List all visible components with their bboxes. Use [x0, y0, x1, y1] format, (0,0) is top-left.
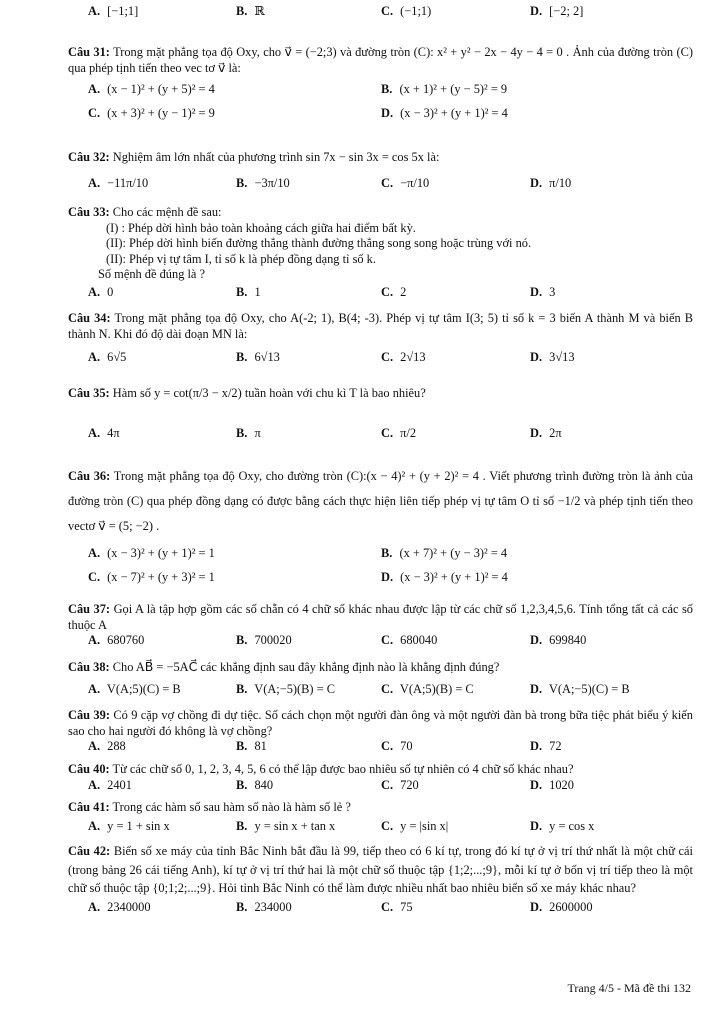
option-c: C. y = |sin x|	[381, 818, 449, 833]
question-label: Câu 34:	[68, 311, 111, 325]
question-40	[68, 762, 693, 798]
option-c: C. 720	[381, 777, 419, 792]
option-b: B. −3π/10	[236, 175, 290, 190]
page-footer: Trang 4/5 - Mã đề thi 132	[567, 981, 691, 995]
option-b: B. π	[236, 425, 261, 440]
question-text: Cho các mệnh đề sau:	[112, 205, 222, 219]
option-a: A. 4π	[88, 425, 120, 440]
option-a: A. V(A;5)(C) = B	[88, 681, 181, 696]
option-d: D. [−2; 2]	[530, 4, 584, 18]
option-b: B. 700020	[236, 633, 292, 647]
option-d: D. 1020	[530, 777, 574, 792]
option-a: A. 0	[88, 284, 114, 299]
question-label: Câu 31:	[68, 45, 110, 59]
question-38	[68, 660, 693, 702]
option-c: C. (x − 7)² + (y + 3)² = 1	[88, 570, 215, 585]
question-39	[68, 708, 693, 759]
question-35	[68, 386, 693, 446]
option-b: B. 6√13	[236, 350, 280, 364]
option-b: B. 1	[236, 284, 261, 299]
question-label: Câu 39:	[68, 708, 110, 722]
question-text: Biển số xe máy của tỉnh Bắc Ninh bắt đầu là 99, tiếp theo có 6 kí tự, trong đó kí tự ở vị trí thứ nhất là một chữ cái (trong bảng 26 cái tiếng Anh), kí tự ở vị trí thứ hai là một chữ số thuộc tập {1;2;...;9}, mỗi kí tự ở bốn vị trí tiếp theo là một chữ số thuộc tập {0;1;2;...;9}. Hỏi tỉnh Bắc Ninh có thể làm được nhiều nhất bao nhiêu biển số xe máy khác nhau?	[68, 844, 693, 896]
question-32	[68, 150, 693, 200]
question-label: Câu 33:	[68, 205, 110, 219]
question-41	[68, 800, 693, 839]
question-36	[68, 464, 693, 590]
option-d: D. 699840	[530, 633, 587, 647]
option-b: B. V(A;−5)(B) = C	[236, 681, 335, 696]
question-text: Hàm số y = cot(π/3 − x/2) tuần hoàn với chu kì T là bao nhiêu?	[112, 386, 426, 400]
question-text: Từ các chữ số 0, 1, 2, 3, 4, 5, 6 có thể lập được bao nhiêu số tự nhiên có 4 chữ số khác nhau?	[112, 762, 574, 776]
option-a: A. (x − 3)² + (y + 1)² = 1	[88, 546, 215, 561]
question-text: Trong các hàm số sau hàm số nào là hàm số lẻ ?	[112, 800, 351, 814]
option-c: C. 2	[381, 284, 407, 299]
option-d: D. 2600000	[530, 899, 593, 914]
question-label: Câu 42:	[68, 844, 111, 858]
option-a: A. (x − 1)² + (y + 5)² = 4	[88, 82, 215, 96]
option-a: A. 6√5	[88, 350, 127, 364]
option-d: D. 3√13	[530, 350, 575, 364]
option-b: B. 840	[236, 777, 274, 792]
question-label: Câu 32:	[68, 150, 110, 164]
option-a: A. y = 1 + sin x	[88, 818, 170, 833]
question-text: Trong mặt phẳng tọa độ Oxy, cho A(-2; 1), B(4; -3). Phép vị tự tâm I(3; 5) tỉ số k = 3 biến A thành M và biến B thành N. Khi đó độ dài đoạn MN là:	[68, 311, 693, 341]
option-c: C. (−1;1)	[381, 4, 432, 18]
option-d: D. 3	[530, 284, 556, 299]
top-options	[68, 4, 693, 24]
option-d: D. 2π	[530, 425, 562, 440]
option-a: A. −11π/10	[88, 175, 149, 190]
option-c: C. −π/10	[381, 175, 430, 190]
option-d: D. (x − 3)² + (y + 1)² = 4	[381, 570, 508, 585]
option-a: A. 680760	[88, 633, 145, 647]
option-b: B. ℝ	[236, 4, 265, 18]
question-label: Câu 40:	[68, 762, 110, 776]
option-c: C. V(A;5)(B) = C	[381, 681, 474, 696]
option-b: B. (x + 7)² + (y − 3)² = 4	[381, 546, 508, 561]
statement-3: (II): Phép vị tự tâm I, tỉ số k là phép đồng dạng tỉ số k.	[106, 251, 376, 266]
question-text: Gọi A là tập hợp gồm các số chẵn có 4 chữ số khác nhau được lập từ các chữ số 1,2,3,4,5,6. Tính tổng tất cả các số thuộc A	[68, 602, 693, 632]
option-c: C. 75	[381, 899, 413, 914]
question-text: Trong mặt phẳng tọa độ Oxy, cho v⃗ = (−2;3) và đường tròn (C): x² + y² − 2x − 4y − 4 = 0 . Ảnh của đường tròn (C) qua phép tịnh tiến theo vec tơ v⃗ là:	[68, 45, 693, 75]
question-label: Câu 35:	[68, 386, 110, 400]
option-b: B. y = sin x + tan x	[236, 818, 336, 833]
question-label: Câu 37:	[68, 602, 111, 616]
option-c: C. π/2	[381, 425, 417, 440]
question-label: Câu 36:	[68, 469, 111, 483]
option-c: C. (x + 3)² + (y − 1)² = 9	[88, 106, 215, 120]
question-37	[68, 602, 693, 653]
option-a: A. 2340000	[88, 899, 151, 914]
question-text: Nghiệm âm lớn nhất của phương trình sin 7x − sin 3x = cos 5x là:	[112, 150, 440, 164]
question-text: Trong mặt phẳng tọa độ Oxy, cho đường tròn (C):(x − 4)² + (y + 2)² = 4 . Viết phương trình đường tròn là ảnh của đường tròn (C) qua phép đồng dạng có được bằng cách thực hiện liên tiếp phép vị tự tâm O tỉ số −1/2 và phép tịnh tiến theo vectơ v⃗ = (5; −2) .	[68, 469, 693, 533]
question-prompt: Số mệnh đề đúng là ?	[98, 267, 206, 281]
option-b: B. 81	[236, 739, 267, 753]
option-c: C. 680040	[381, 633, 438, 647]
option-c: C. 70	[381, 739, 413, 753]
option-c: C. 2√13	[381, 350, 426, 364]
question-34	[68, 311, 693, 370]
question-31	[68, 45, 693, 126]
question-33	[68, 205, 693, 305]
option-d: D. (x − 3)² + (y + 1)² = 4	[381, 106, 508, 120]
option-a: A. 2401	[88, 777, 132, 792]
statement-1: (I) : Phép dời hình bảo toàn khoảng cách giữa hai điểm bất kỳ.	[106, 220, 416, 235]
question-label: Câu 41:	[68, 800, 110, 814]
option-d: D. V(A;−5)(C) = B	[530, 681, 630, 696]
question-text: Cho AB⃗ = −5AC⃗ các khẳng định sau đây khẳng định nào là khẳng định đúng?	[112, 660, 500, 674]
option-d: D. y = cos x	[530, 818, 595, 833]
option-a: A. [−1;1]	[88, 4, 139, 18]
option-d: D. π/10	[530, 175, 572, 190]
option-b: B. 234000	[236, 899, 292, 914]
option-b: B. (x + 1)² + (y − 5)² = 9	[381, 82, 508, 96]
option-a: A. 288	[88, 739, 126, 753]
question-text: Có 9 cặp vợ chồng đi dự tiệc. Số cách chọn một người đàn ông và một người đàn bà trong bữa tiệc phát biểu ý kiến sao cho hai người đó không là vợ chồng?	[68, 708, 694, 738]
option-d: D. 72	[530, 739, 562, 753]
question-label: Câu 38:	[68, 660, 110, 674]
question-42	[68, 842, 693, 920]
statement-2: (II): Phép dời hình biến đường thẳng thành đường thẳng song song hoặc trùng với nó.	[106, 236, 532, 250]
